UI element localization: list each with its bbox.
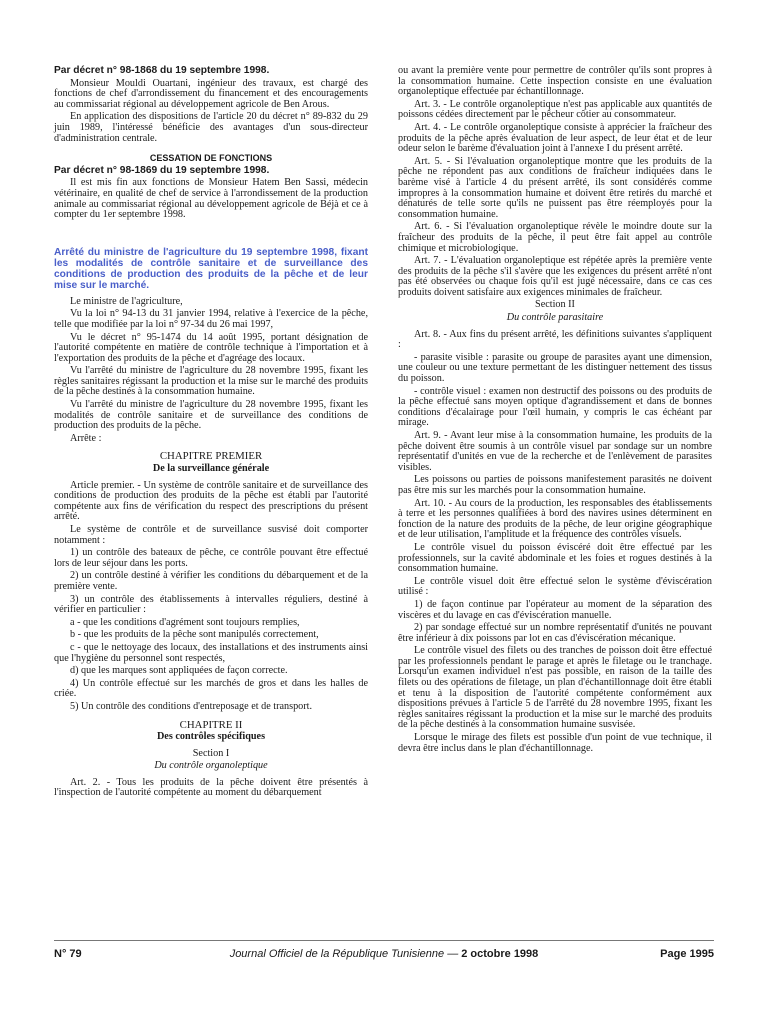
paragraph: Les poissons ou parties de poissons manifestement parasités ne doivent pas être mis sur les marchés pour la consommation humaine. — [398, 474, 712, 496]
journal-line — [54, 948, 714, 960]
paragraph: a - que les conditions d'agrément sont toujours remplies, — [70, 616, 300, 628]
paragraph: Le contrôle visuel des filets ou des tranches de poisson doit être effectué par les professionnels pendant le parage et après le filetage ou le tranchage. Lorsqu'un examen individuel n'est pas possible, en raison de la taille des filets ou des opérations de filetage, un plan d'échantillonnage doit être établi et tenu à la disposition de l'autorité compétente conformément aux dispositions prévues à l'article 5 de l'arrêté du 28 novembre 1995, fixant les règles sanitaires régissant la production et la mise sur le marché des produits de la pêche destinés à la consommation humaine susvisée. — [398, 645, 712, 731]
issue-date: 2 octobre 1998 — [461, 948, 539, 960]
journal-title: Journal Officiel de la République Tunisienne — [229, 948, 445, 960]
paragraph: Le contrôle visuel du poisson éviscéré doit être effectué par les professionnels, sur la cavité abdominale et les foies et rogues destinés à la consommation humaine. — [398, 541, 712, 575]
paragraph: Art. 7. - L'évaluation organoleptique est répétée après la première vente des produits de la pêche s'il s'avère que les exigences du présent arrêté n'ont pas été observées ou chaque fois qu'il est jugé nécessaire, dans ce cas ces produits doivent satisfaire aux exigences minimales de fraîcheur. — [398, 255, 712, 298]
chapter-subtitle: Des contrôles spécifiques — [156, 731, 266, 743]
paragraph: ou avant la première vente pour permettre de contrôler qu'ils sont propres à la consommation humaine. Cette inspection consiste en une évaluation organoleptique effectuée par échantillonnage. — [398, 65, 712, 98]
paragraph: Article premier. - Un système de contrôle sanitaire et de surveillance des conditions de production des produits de la pêche est établi par l'autorité compétente aux fins de vérification du respect des prescriptions du présent arrêté. — [54, 479, 368, 523]
paragraph: d) que les marques sont appliquées de façon correcte. — [70, 665, 288, 677]
paragraph: 4) Un contrôle effectué sur les marchés de gros et dans les halles de criée. — [54, 677, 368, 700]
paragraph: Art. 6. - Si l'évaluation organoleptique révèle le moindre doute sur la fraîcheur des produits de la pêche, il peut être fait appel au contrôle chimique et microbiologique. — [398, 221, 712, 254]
paragraph: Art. 4. - Le contrôle organoleptique consiste à apprécier la fraîcheur des produits de la pêche après évaluation de leur aspect, de leur état et de leur odeur selon le barème d'évaluation joint à l'annexe I du présent arrêté. — [398, 121, 712, 155]
paragraph: Il est mis fin aux fonctions de Monsieur Hatem Ben Sassi, médecin vétérinaire, en qualité de chef de service à l'arrondissement de la production animale au commissariat régional au développement agricole de Béjà et ce à compter du 1er septembre 1998. — [54, 177, 368, 221]
paragraph: 2) par sondage effectué sur un nombre représentatif d'unités ne pouvant être inférieur à dix poissons par lot en cas d'éviscération mécanique. — [398, 622, 712, 644]
paragraph: Art. 8. - Aux fins du présent arrêté, les définitions suivantes s'appliquent : — [398, 328, 712, 351]
decree-heading-1869: Par décret n° 98-1869 du 19 septembre 1998. — [54, 164, 270, 176]
issue-number: N° 79 — [54, 948, 82, 960]
right-column — [398, 66, 712, 754]
page-number: Page 1995 — [660, 948, 714, 960]
paragraph: Vu l'arrêté du ministre de l'agriculture du 28 novembre 1995, fixant les modalités de contrôle sanitaire et de surveillance des conditions de production des produits de la pêche. — [54, 399, 368, 432]
paragraph: Art. 10. - Au cours de la production, les responsables des établissements à terre et les personnes qualifiées à bord des navires usines déterminent en fonction de la nature des produits de la pêche, de leur origine géographique et de leur utilisation, l'amplitude et la fréquence des contrôles visuels. — [398, 497, 712, 541]
section-subtitle: Du contrôle organoleptique — [154, 760, 268, 772]
paragraph: Art. 5. - Si l'évaluation organoleptique montre que les produits de la pêche ne répondent pas aux conditions de fraîcheur indiquées dans le barème visé à l'article 4 du présent arrêté, ils sont considérés comme impropres à la consommation humaine et doivent être retirés du marché et dénaturés de telle sorte qu'ils ne puissent pas être réemployés pour la consommation humaine. — [398, 155, 712, 220]
paragraph: b - que les produits de la pêche sont manipulés correctement, — [70, 629, 319, 641]
chapter-subtitle: De la surveillance générale — [152, 463, 270, 475]
page-footer — [54, 948, 714, 962]
section-heading-cessation: CESSATION DE FONCTIONS — [149, 153, 273, 164]
chapter-heading: CHAPITRE PREMIER — [159, 450, 263, 463]
paragraph: 1) de façon continue par l'opérateur au moment de la séparation des viscères et du lavage en cas d'éviscération manuelle. — [398, 598, 712, 621]
paragraph: Art. 9. - Avant leur mise à la consommation humaine, les produits de la pêche doivent être soumis à un contrôle visuel par sondage sur un nombre représentatif d'unités en vue de la recherche et de l'enlèvement de parasites visibles. — [398, 430, 712, 473]
paragraph: Lorsque le mirage des filets est possible d'un point de vue technique, il devra être inclus dans le plan d'échantillonnage. — [398, 732, 712, 754]
arrete-title: Arrêté du ministre de l'agriculture du 19 septembre 1998, fixant les modalités de contrôle sanitaire et de surveillance des conditions de production des produits de la pêche et de leur mise sur le marché. — [54, 246, 368, 291]
paragraph: Vu le décret n° 95-1474 du 14 août 1995, portant désignation de l'autorité compétente en matière de contrôle technique à l'importation et à l'exportation des produits de la pêche et d'agréage des locaux. — [54, 331, 368, 364]
paragraph: En application des dispositions de l'article 20 du décret n° 89-832 du 29 juin 1989, l'intéressé bénéficie des avantages d'un sous-directeur d'administration centrale. — [54, 111, 368, 144]
paragraph: Vu la loi n° 94-13 du 31 janvier 1994, relative à l'exercice de la pêche, telle que modifiée par la loi n° 97-34 du 26 mai 1997, — [54, 308, 368, 330]
paragraph: Le contrôle visuel doit être effectué selon le système d'éviscération utilisé : — [398, 575, 712, 598]
paragraph: 2) un contrôle destiné à vérifier les conditions du débarquement et de la première vente. — [54, 570, 368, 592]
paragraph: 5) Un contrôle des conditions d'entreposage et de transport. — [70, 700, 313, 712]
left-column — [54, 66, 368, 799]
chapter-heading: CHAPITRE II — [179, 718, 243, 731]
section-heading: Section I — [192, 747, 230, 759]
paragraph: Art. 3. - Le contrôle organoleptique n'est pas applicable aux quantités de poissons cédées directement par le pêcheur côtier au consommateur. — [398, 98, 712, 121]
paragraph: - contrôle visuel : examen non destructif des poissons ou des produits de la pêche effectué sans moyen optique d'agrandissement et dans de bonnes conditions d'écalairage pour l'œil humain, y compris le cas échéant par mirage. — [398, 385, 712, 429]
paragraph: 3) un contrôle des établissements à intervalles réguliers, destiné à vérifier en particulier : — [54, 593, 368, 616]
paragraph: Arrête : — [70, 432, 102, 444]
paragraph: c - que le nettoyage des locaux, des installations et des instruments ainsi que l'hygiène du personnel sont respectés, — [54, 641, 368, 664]
paragraph: Vu l'arrêté du ministre de l'agriculture du 28 novembre 1995, fixant les règles sanitaires régissant la production et la mise sur le marché des produits de la pêche destinés à la consommation humaine. — [54, 365, 368, 398]
paragraph: 1) un contrôle des bateaux de pêche, ce contrôle pouvant être effectué lors de leur séjour dans les ports. — [54, 547, 368, 569]
paragraph: Le système de contrôle et de surveillance susvisé doit comporter notamment : — [54, 524, 368, 546]
footer-rule — [54, 940, 714, 941]
paragraph: - parasite visible : parasite ou groupe de parasites ayant une dimension, une couleur ou une texture permettant de les distinguer nettement des tissus du poisson. — [398, 351, 712, 385]
section-subtitle: Du contrôle parasitaire — [506, 312, 604, 324]
paragraph: Monsieur Mouldi Ouartani, ingénieur des travaux, est chargé des fonctions de chef d'arrondissement du financement et des encouragements au commissariat régional au développement agricole de Ben Arous. — [54, 77, 368, 110]
journal-separator: — — [447, 948, 459, 960]
paragraph: Art. 2. - Tous les produits de la pêche doivent être présentés à l'inspection de l'autorité compétente au moment du débarquement — [54, 776, 368, 799]
section-heading: Section II — [535, 299, 575, 311]
paragraph: Le ministre de l'agriculture, — [70, 295, 183, 307]
decree-heading-1868: Par décret n° 98-1868 du 19 septembre 1998. — [54, 65, 270, 76]
